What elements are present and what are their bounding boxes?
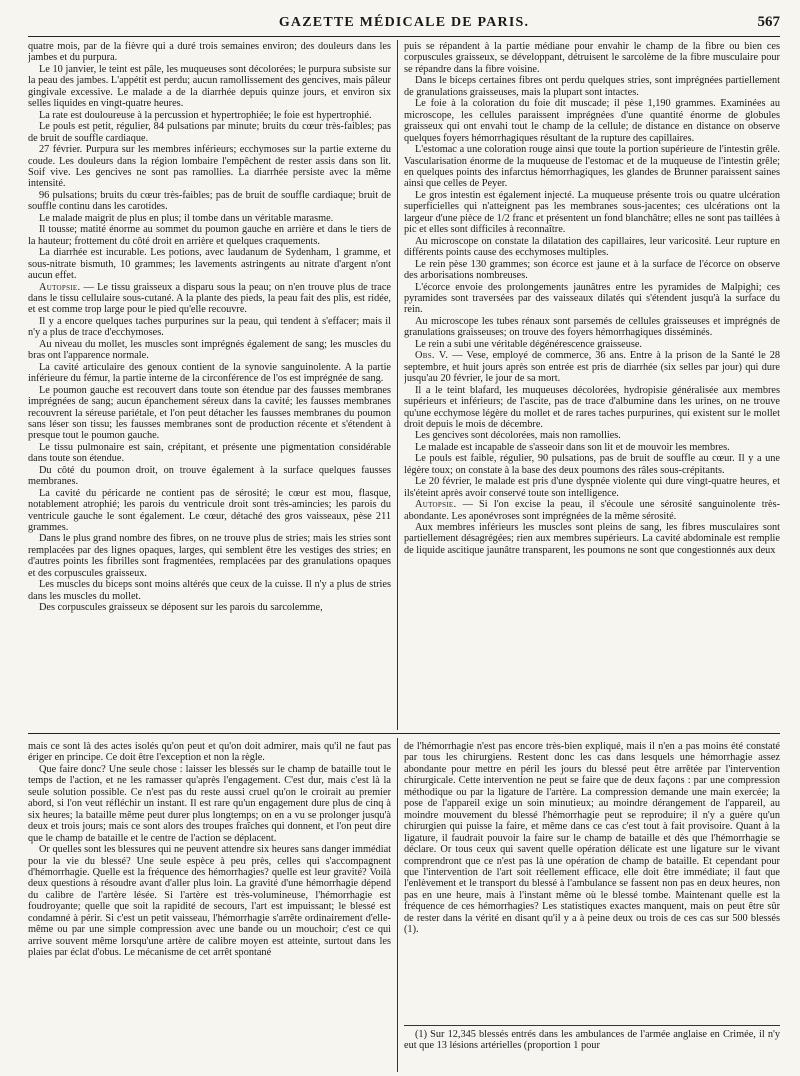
paragraph	[28, 465, 391, 488]
footnote	[404, 1029, 780, 1073]
paragraph-text: Le 20 février, le malade est pris d'une dyspnée violente qui dure vingt-quatre heures, et ils'éteint après avoir conservé toute son intelligence.	[404, 476, 780, 499]
paragraph-text: La cavité articulaire des genoux contient de la synovie sanguinolente. A la partie inférieure du fémur, la partie interne de la circonférence de l'os est imprégnée de sang.	[28, 361, 391, 385]
paragraph-text: Aux membres inférieurs les muscles sont pleins de sang, les fibres musculaires sont partiellement désagrégées; rien aux membres supérieurs. La cavité abdominale est remplie de liquide ascitique jaunâtre transparent, les poumons ne sont que congestionnés aux deux	[404, 522, 780, 556]
upper-left-column	[28, 41, 391, 728]
paragraph-text: Le pouls est faible, régulier, 90 pulsations, pas de bruit de souffle au cœur. Il y a une légère toux; on constate à la base des deux poumons des râles sous-crépitants.	[404, 453, 780, 476]
paragraph	[404, 430, 780, 441]
paragraph-text: L'estomac a une coloration rouge ainsi que toute la portion supérieure de l'intestin grêle. Vascularisation énorme de la muqueuse de l'estomac et de la muqueuse de l'intestin grêle; en quelques points des infarctus hémorrhagiques, les glandes de Brunner paraissent saines ainsi que celles de Peyer.	[404, 144, 780, 190]
paragraph-text: de l'hémorrhagie n'est pas encore très-bien expliqué, mais il n'en a pas moins été constaté par tous les chirurgiens. Restent donc les cas dans lesquels une hémorrhagie assez abondante pour mettre en péril les jours du blessé peut être arrêtée par l'intervention chirurgicale. Cette intervention ne peut se faire que de deux façons : par une compression méthodique ou par la ligature de l'artère. La compression demande une main exercée; la pose de l'appareil exige un soin minutieux; au moindre dérangement de l'appareil, au moindre mouvement du blessé l'hémorrhagie peut se reproduire; il n'y a guère qu'un chirurgien qui puisse la faire, et même dans ce cas c'est tout à fait provisoire. Quant à la ligature, il faudrait pouvoir la faire sur le champ de bataille et dès que l'hémorrhagie se déclare. Or tous ceux qui savent quelle opération délicate est une ligature sur le vivant comprendront que ce n'est pas là une opération de champ de bataille. Et cependant pour que l'intervention de l'art soit réellement efficace, elle doit être immédiate; il faut que l'enlèvement et le transport du blessé à l'ambulance se fassent non pas en deux heures, non pas en une heure, mais à l'instant même où le blessé tombe. Maintenant quelle est la fréquence de ces hémorrhagies? Les statistiques exactes manquent, mais on peut être sûr de rester dans la vérité en disant qu'il y a à peine deux ou trois de ces cas sur 500 blessés (1).	[404, 741, 780, 936]
paragraph-text: L'écorce envoie des prolongements jaunâtres entre les pyramides de Malpighi; ces pyramides sont traversées par des vaisseaux dilatés qui s'étendent jusqu'à la surface du rein.	[404, 281, 780, 316]
paragraph	[404, 41, 780, 75]
paragraph-text: Le 10 janvier, le teint est pâle, les muqueuses sont décolorées; le purpura subsiste sur la peau des jambes. L'appétit est perdu; aucun ramollissement des gencives, mais pâleur gingivale excessive. Le malade a de la diarrhée depuis quinze jours, et environ six selles liquides en vingt-quatre heures.	[28, 63, 391, 110]
paragraph	[404, 741, 780, 936]
paragraph-text: — Si l'on excise la peau, il s'écoule une sérosité sanguinolente très-abondante. Les aponévroses sont imprégnées de la même sérosité.	[404, 499, 780, 522]
paragraph	[28, 488, 391, 534]
paragraph-text: Des corpuscules graisseux se déposent sur les parois du sarcolemme,	[39, 602, 323, 614]
paragraph	[28, 764, 391, 844]
paragraph	[404, 190, 780, 236]
paragraph	[28, 282, 391, 316]
paragraph	[28, 144, 391, 190]
paragraph-text: Le malade maigrit de plus en plus; il tombe dans un véritable marasme.	[39, 212, 334, 224]
paragraph	[28, 247, 391, 281]
paragraph	[28, 579, 391, 602]
paragraph-text: Il a le teint blafard, les muqueuses décolorées, hydropisie généralisée aux membres supérieurs et inférieurs; de l'ascite, pas de trace d'albumine dans les urines, on ne trouve qu'une ecchymose légère du mollet et de rares taches purpurines, qui existent sur le mollet droit depuis le mois de décembre.	[404, 384, 780, 430]
paragraph	[28, 41, 391, 64]
paragraph-text: mais ce sont là des actes isolés qu'on peut et qu'on doit admirer, mais qu'il ne faut pas ériger en principe. Ce doit être l'exception et non la règle.	[28, 741, 391, 764]
paragraph-text: Le poumon gauche est recouvert dans toute son étendue par des fausses membranes imprégnées de sang; aucun épanchement séreux dans la cavité; les fausses membranes recouvrent la séreuse pariétale, et l'on peut détacher les fausses membranes du poumon sans léser son tissu; les fausses membranes sont de production récente et s'étendent à presque tout le poumon gauche.	[28, 384, 391, 442]
paragraph	[404, 385, 780, 431]
paragraph	[28, 385, 391, 442]
paragraph-text: Du côté du poumon droit, on trouve également à la surface quelques fausses membranes.	[28, 464, 391, 488]
paragraph	[28, 121, 391, 144]
paragraph-text: puis se répandent à la partie médiane pour envahir le champ de la fibre ou bien ces corpuscules graisseux, se développant, détruisent le sarcolème de la fibre musculaire pour se répandre dans la fibre voisine.	[404, 41, 780, 75]
paragraph	[28, 602, 391, 613]
paragraph	[28, 110, 391, 121]
paragraph	[28, 362, 391, 385]
lower-right-column	[404, 741, 780, 1023]
paragraph	[404, 442, 780, 453]
paragraph	[404, 339, 780, 350]
paragraph	[404, 282, 780, 316]
paragraph-text: Le gros intestin est également injecté. La muqueuse présente trois ou quatre ulcération superficielles qui n'atteignent pas les membranes sous-jacentes; ces ulcérations ont la largeur d'une pièce de 1/2 franc et présentent un fond blanchâtre; elles ne sont pas taillées à pic et elles sont difficiles à reconnaître.	[404, 189, 780, 236]
paragraph-text: Dans le biceps certaines fibres ont perdu quelques stries, sont imprégnées partiellement de granulations graisseuses, mais la plupart sont intactes.	[404, 75, 780, 98]
paragraph-text: 96 pulsations; bruits du cœur très-faibles; pas de bruit de souffle cardiaque; bruit de souffle continu dans les carotides.	[28, 189, 391, 213]
paragraph-text: Au niveau du mollet, les muscles sont imprégnés également de sang; les muscles du bras ont l'apparence normale.	[28, 338, 391, 362]
paragraph-text: Dans le plus grand nombre des fibres, on ne trouve plus de stries; mais les stries sont remplacées par des lignes opaques, larges, qui semblent être les vestiges des stries; en d'autres points les fibrilles sont fragmentées, remplacées par des granulations opaques et des corpuscules graisseux.	[28, 533, 391, 579]
upper-column-divider	[397, 40, 398, 730]
paragraph-text: Le pouls est petit, régulier, 84 pulsations par minute; bruits du cœur très-faibles; pas de bruit de souffle cardiaque.	[28, 121, 391, 144]
paragraph-text: La diarrhée est incurable. Les potions, avec laudanum de Sydenham, 1 gramme, et sous-nitrate bismuth, 10 grammes; les lavements astringents au nitrate d'argent n'ont aucun effet.	[28, 247, 391, 282]
paragraph	[28, 339, 391, 362]
paragraph	[28, 442, 391, 465]
paragraph-text: — Le tissu graisseux a disparu sous la peau; on n'en trouve plus de trace dans le tissu cellulaire sous-cutané. A la plante des pieds, la peau fait des plis, est ridée, et est comme trop large pour le pied qu'elle recouvre.	[28, 281, 391, 316]
upper-right-column	[404, 41, 780, 728]
paragraph-text: Au microscope on constate la dilatation des capillaires, leur varicosité. Leur rupture en différents points cause des ecchymoses multiples.	[404, 235, 780, 259]
paragraph-text: 27 février. Purpura sur les membres inférieurs; ecchymoses sur la partie externe du coude. Les douleurs dans la région lombaire l'empêchent de rester assis dans son lit. Soif vive. Les gencives ne sont pas ramollies. La diarrhée persiste avec la même intensité.	[28, 144, 391, 190]
paragraph-text: quatre mois, par de la fièvre qui a duré trois semaines environ; des douleurs dans les jambes et du purpura.	[28, 41, 391, 64]
paragraph-text: Il tousse; matité énorme au sommet du poumon gauche en arrière et dans le tiers de la hauteur; frottement du côté droit en arrière et quelques craquements.	[28, 224, 391, 247]
paragraph	[28, 316, 391, 339]
footnote-text: (1) Sur 12,345 blessés entrés dans les ambulances de l'armée anglaise en Crimée, il n'y eut que 13 lésions artérielles (proportion 1 pour	[404, 1029, 780, 1052]
paragraph-text: Les gencives sont décolorées, mais non ramollies.	[415, 430, 621, 442]
section-label: Obs. V.	[415, 350, 449, 362]
paragraph	[404, 522, 780, 556]
page-number: 567	[757, 14, 780, 30]
lower-column-divider	[397, 738, 398, 1072]
paragraph-text: Le malade est incapable de s'asseoir dans son lit et de mouvoir les membres.	[415, 441, 730, 453]
paragraph-text: Or quelles sont les blessures qui ne peuvent attendre six heures sans danger immédiat pour la vie du blessé? Une seule espèce à peu près, celles qui s'accompagnent d'hémorrhagie. Quelle est la fréquence des hémorrhagies? quelle est leur gravité? Voilà deux questions à résoudre avant d'aller plus loin. La gravité d'une hémorrhagie dépend du calibre de l'artère lésée. Si l'artère est très-volumineuse, l'hémorrhagie est foudroyante; quelle que soit la rapidité de secours, l'art est impuissant; le blessé est condamné à périr. Si c'est un petit vaisseau, l'hémorrhagie s'arrête ordinairement d'elle-même ou par une simple compression avec une bande ou un mouchoir; c'est ce qui arrive souvent même lorsqu'une artère de calibre moyen est atteinte, surtout dans les plaies par éclat d'obus. Le mécanisme de cet arrêt spontané	[28, 844, 391, 959]
paragraph	[28, 741, 391, 764]
paragraph	[28, 190, 391, 213]
page-header	[28, 14, 780, 37]
paragraph	[404, 476, 780, 499]
paragraph	[404, 144, 780, 190]
paragraph-text: Il y a encore quelques taches purpurines sur la peau, qui tendent à s'effacer; mais il n'y a plus de trace d'ecchymoses.	[28, 315, 391, 339]
paragraph-text: Le rein a subi une véritable dégénérescence graisseuse.	[415, 338, 642, 350]
paragraph	[404, 98, 780, 144]
section-separator	[28, 733, 780, 734]
paragraph-text: Au microscope les tubes rénaux sont parsemés de cellules graisseuses et imprégnés de granulations graisseuses; on trouve des foyers hémorrhagiques disséminés.	[404, 315, 780, 339]
paragraph-text: Le foie à la coloration du foie dit muscade; il pèse 1,190 grammes. Examinées au microscope, les cellules paraissent imprégnées d'une quantité énorme de globules graisseux qui ont envahi tout le champ de la cellule; de distance en distance on observe quelques foyers hémorrhagiques résultant de la rupture des capillaires.	[404, 98, 780, 144]
paragraph	[404, 236, 780, 259]
section-label: Autopsie.	[39, 281, 81, 293]
paragraph-text: La cavité du péricarde ne contient pas de sérosité; le cœur est mou, flasque, notablement atrophié; les parois du ventricule droit sont très-amincies; les parois du ventricule gauche le sont également. Le cœur, détaché des gros vaisseaux, pèse 211 grammes.	[28, 487, 391, 534]
paragraph	[28, 844, 391, 959]
paragraph-text: Que faire donc? Une seule chose : laisser les blessés sur le champ de bataille tout le temps de l'action, et ne les ramasser qu'après l'engagement. C'est dur, mais c'est là la seule solution possible. Ce n'est pas du reste aussi cruel qu'on le croirait au premier abord, si l'on veut réfléchir un instant. Il est rare qu'un engagement dure plus de cinq à six heures; la bataille même peut durer plus longtemps; on en a vu se prolonger jusqu'à deux et trois jours; mais ce sont alors des troupes fraîches qui donnent, et l'on peut dire que le champ de bataille et le centre de l'action se déplacent.	[28, 763, 391, 844]
paragraph-text: Le rein pèse 130 grammes; son écorce est jaune et à la surface de l'écorce on observe des arborisations nombreuses.	[404, 258, 780, 282]
paragraph	[404, 259, 780, 282]
footnote-rule	[404, 1025, 780, 1026]
paragraph	[28, 64, 391, 110]
paragraph	[404, 350, 780, 384]
lower-left-column	[28, 741, 391, 1071]
paragraph	[28, 533, 391, 579]
section-label: Autopsie.	[415, 499, 457, 511]
paragraph	[28, 224, 391, 247]
paragraph	[404, 75, 780, 98]
paragraph-text: Le tissu pulmonaire est sain, crépitant, et présente une pigmentation considérable dans toute son étendue.	[28, 441, 391, 465]
paragraph	[404, 316, 780, 339]
paragraph-text: La rate est douloureuse à la percussion et hypertrophiée; le foie est hypertrophié.	[39, 109, 372, 121]
paragraph-text: Les muscles du biceps sont moins altérés que ceux de la cuisse. Il n'y a plus de stries dans les muscles du mollet.	[28, 579, 391, 602]
running-title: GAZETTE MÉDICALE DE PARIS.	[278, 15, 530, 30]
paragraph	[28, 213, 391, 224]
paragraph-text: — Vese, employé de commerce, 36 ans. Entre à la prison de la Santé le 28 septembre, et huit jours après son entrée est pris de diarrhée (six selles par jour) qui dure jusqu'au 20 février, le jour de sa mort.	[404, 350, 780, 385]
paragraph	[404, 453, 780, 476]
paragraph	[404, 499, 780, 522]
